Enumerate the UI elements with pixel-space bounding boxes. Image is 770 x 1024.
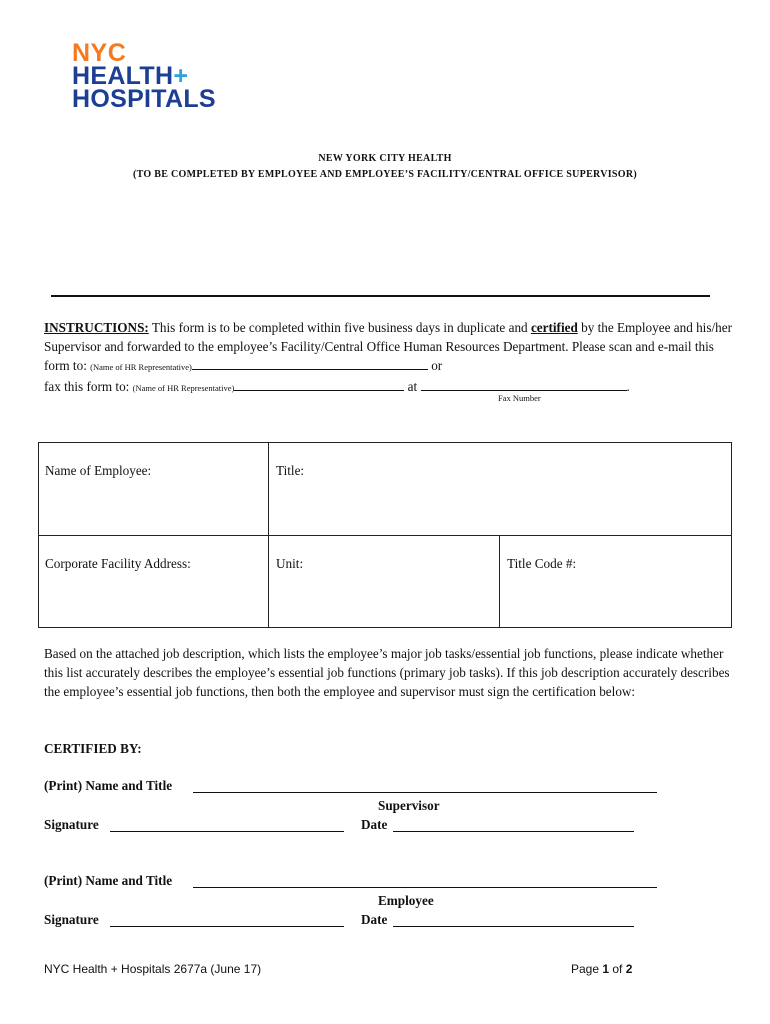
employee-signature-label: Signature xyxy=(44,912,99,927)
page-number: 1 xyxy=(602,962,610,976)
corporate-facility-address-field[interactable] xyxy=(40,574,266,626)
instructions-text-2: by the Employee and his/her Supervisor and forwarded to the employee’s Facility/Central Office Human Resources Department. Please scan and e-mail this form to: xyxy=(44,320,732,373)
name-of-employee-label: Name of Employee: xyxy=(45,463,152,478)
title-code-field[interactable] xyxy=(501,574,730,626)
name-of-employee-field[interactable] xyxy=(40,480,266,534)
supervisor-print-name-label: (Print) Name and Title xyxy=(44,778,173,793)
fax-number-field[interactable] xyxy=(421,379,627,391)
hr-rep-note-2: (Name of HR Representative) xyxy=(132,383,235,393)
logo-line-hospitals: HOSPITALS xyxy=(72,85,216,113)
logo-plus: + xyxy=(173,62,189,90)
title-code-label: Title Code #: xyxy=(507,556,577,571)
hr-fax-name-field[interactable] xyxy=(234,379,404,391)
instructions-text-1: This form is to be completed within five business days in duplicate and xyxy=(148,320,531,335)
or-text: or xyxy=(427,358,443,373)
supervisor-signature-label: Signature xyxy=(44,817,99,832)
at-text: at xyxy=(404,379,421,394)
certification-instructions: Based on the attached job description, which lists the employee’s major job tasks/essential job functions, please indicate whether this list accurately describes the employee’s essential job functions (primary job tasks). If this job description accurately describes the employee’s essential job functions, then both the employee and supervisor must sign the certification below: xyxy=(44,646,730,699)
supervisor-date-label: Date xyxy=(361,817,388,832)
employee-role-label: Employee xyxy=(378,893,434,908)
supervisor-role-label: Supervisor xyxy=(378,798,440,813)
employee-signature-field[interactable] xyxy=(110,926,344,927)
supervisor-signature-field[interactable] xyxy=(110,831,344,832)
page-total: 2 xyxy=(625,962,633,976)
period: . xyxy=(626,379,630,394)
instructions-block xyxy=(44,318,734,398)
corporate-facility-address-label: Corporate Facility Address: xyxy=(45,556,191,571)
employee-print-name-label: (Print) Name and Title xyxy=(44,873,173,888)
logo-line-nyc: NYC xyxy=(72,39,127,67)
hr-email-field[interactable] xyxy=(192,358,428,370)
nyc-health-hospitals-logo xyxy=(72,39,216,113)
supervisor-print-name-field[interactable] xyxy=(193,792,657,793)
certified-by-heading: CERTIFIED BY: xyxy=(44,741,142,756)
form-id: NYC Health + Hospitals 2677a (June 17) xyxy=(44,962,262,976)
page-prefix: Page xyxy=(571,962,603,976)
logo-health-text: HEALTH xyxy=(72,62,174,90)
document-title: NEW YORK CITY HEALTH xyxy=(318,153,452,164)
page-of: of xyxy=(609,962,626,976)
unit-field[interactable] xyxy=(270,574,497,626)
employee-print-name-field[interactable] xyxy=(193,887,657,888)
table-row-divider xyxy=(38,535,732,536)
instructions-label: INSTRUCTIONS: xyxy=(44,320,149,335)
table-divider-2 xyxy=(499,535,500,628)
hr-rep-note: (Name of HR Representative) xyxy=(90,362,192,372)
fax-number-label: Fax Number xyxy=(498,393,541,403)
unit-label: Unit: xyxy=(276,556,304,571)
fax-text: fax this form to: xyxy=(44,379,133,394)
employee-date-label: Date xyxy=(361,912,388,927)
supervisor-date-field[interactable] xyxy=(393,831,634,832)
document-subtitle: (TO BE COMPLETED BY EMPLOYEE AND EMPLOYEE’S FACILITY/CENTRAL OFFICE SUPERVISOR) xyxy=(132,169,638,180)
certified-word: certified xyxy=(530,320,578,335)
title-field[interactable] xyxy=(270,480,730,534)
title-label: Title: xyxy=(276,463,305,478)
header-divider xyxy=(51,295,710,297)
page-indicator xyxy=(571,962,632,976)
employee-date-field[interactable] xyxy=(393,926,634,927)
